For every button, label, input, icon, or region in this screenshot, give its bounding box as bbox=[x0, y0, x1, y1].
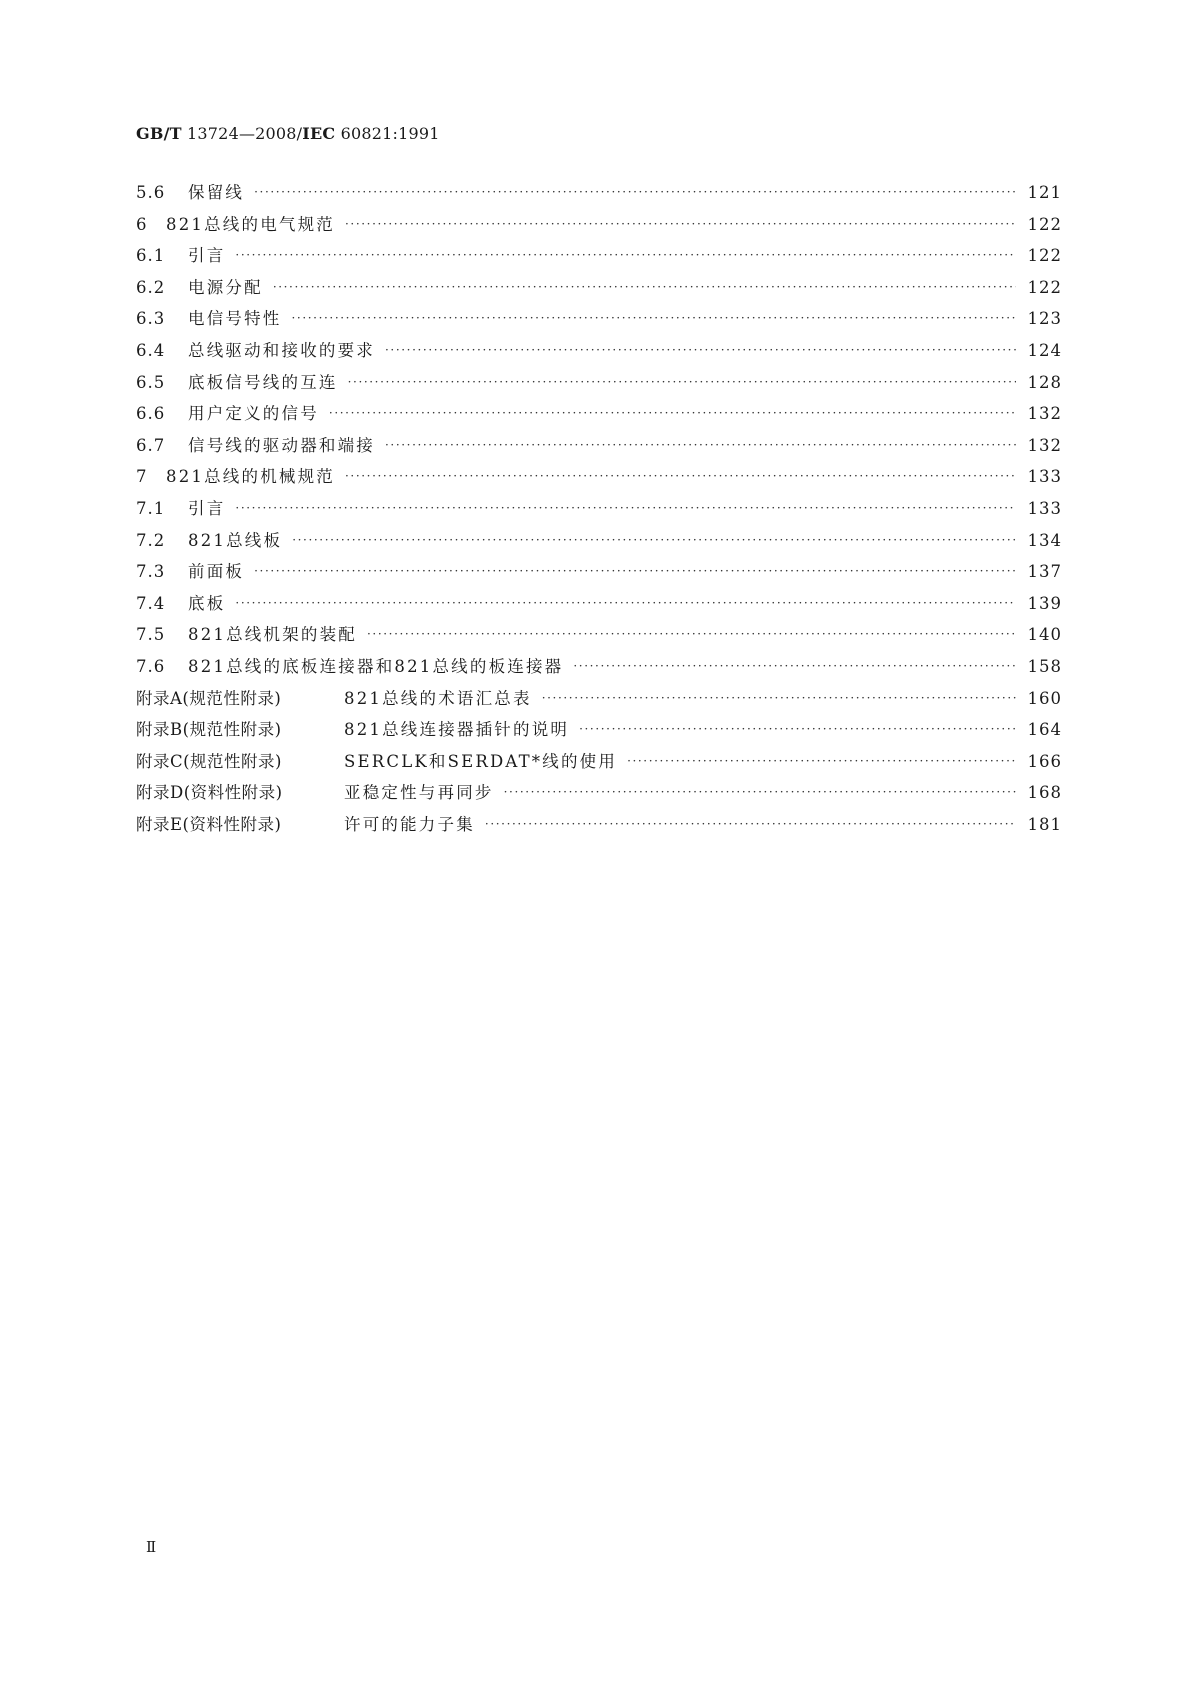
table-of-contents bbox=[136, 179, 1062, 842]
toc-dot-leader bbox=[542, 692, 1016, 704]
toc-entry-page: 122 bbox=[1027, 214, 1062, 234]
toc-entry-title: 信号线的驱动器和端接 bbox=[188, 435, 375, 455]
page-number: Ⅱ bbox=[146, 1538, 157, 1556]
toc-entry-number: 7.4 bbox=[136, 593, 166, 613]
toc-entry-number: 6.2 bbox=[136, 277, 166, 297]
toc-entry-title: 引言 bbox=[188, 498, 226, 518]
toc-entry-number: 6.6 bbox=[136, 404, 166, 424]
toc-entry-page: 123 bbox=[1027, 309, 1062, 329]
toc-entry-page: 137 bbox=[1027, 562, 1062, 582]
toc-entry[interactable] bbox=[136, 274, 1062, 306]
toc-entry[interactable] bbox=[136, 716, 1062, 748]
toc-entry-title: 引言 bbox=[188, 246, 226, 266]
toc-entry-title: 821总线的电气规范 bbox=[166, 214, 335, 234]
toc-entry-title: 821总线的术语汇总表 bbox=[344, 688, 532, 708]
toc-entry-page: 140 bbox=[1027, 625, 1062, 645]
toc-dot-leader bbox=[235, 502, 1016, 514]
toc-entry[interactable] bbox=[136, 211, 1062, 243]
toc-entry-page: 134 bbox=[1027, 530, 1062, 550]
toc-entry-page: 121 bbox=[1027, 183, 1062, 202]
toc-entry[interactable] bbox=[136, 305, 1062, 337]
toc-entry-title: 许可的能力子集 bbox=[344, 814, 475, 834]
toc-entry-title: 821总线板 bbox=[188, 530, 283, 550]
toc-entry-number: 附录E(资料性附录) bbox=[136, 814, 282, 834]
toc-entry-title: 821总线连接器插针的说明 bbox=[344, 720, 570, 740]
toc-dot-leader bbox=[385, 344, 1016, 356]
toc-dot-leader bbox=[573, 660, 1016, 672]
toc-dot-leader bbox=[329, 407, 1016, 419]
toc-entry-page: 132 bbox=[1027, 435, 1062, 455]
toc-entry-number: 5.6 bbox=[136, 183, 166, 202]
toc-entry-page: 139 bbox=[1027, 593, 1062, 613]
toc-entry[interactable] bbox=[136, 432, 1062, 464]
toc-entry-number: 7.3 bbox=[136, 562, 166, 582]
toc-entry-number: 7.2 bbox=[136, 530, 166, 550]
toc-dot-leader bbox=[292, 312, 1017, 324]
toc-entry[interactable] bbox=[136, 337, 1062, 369]
toc-entry-number: 6.7 bbox=[136, 435, 166, 455]
toc-dot-leader bbox=[627, 755, 1016, 767]
toc-dot-leader bbox=[385, 439, 1016, 451]
toc-entry-page: 133 bbox=[1027, 467, 1062, 487]
toc-dot-leader bbox=[235, 597, 1016, 609]
toc-dot-leader bbox=[273, 281, 1016, 293]
toc-entry-title: 电源分配 bbox=[188, 277, 263, 297]
toc-entry-title: 保留线 bbox=[188, 183, 245, 202]
toc-entry[interactable] bbox=[136, 527, 1062, 559]
toc-entry-page: 128 bbox=[1027, 372, 1062, 392]
header-iec: IEC bbox=[302, 124, 336, 143]
toc-entry-title: 总线驱动和接收的要求 bbox=[188, 340, 375, 360]
toc-entry-page: 122 bbox=[1027, 246, 1062, 266]
toc-entry-number: 附录A(规范性附录) bbox=[136, 688, 282, 708]
toc-entry-number: 7 bbox=[136, 467, 148, 487]
toc-entry-title: 用户定义的信号 bbox=[188, 404, 319, 424]
toc-entry-page: 164 bbox=[1027, 720, 1062, 740]
toc-entry-title: SERCLK和SERDAT*线的使用 bbox=[344, 751, 618, 771]
toc-entry-title: 821总线机架的装配 bbox=[188, 625, 357, 645]
toc-entry-number: 7.1 bbox=[136, 498, 166, 518]
toc-entry-page: 122 bbox=[1027, 277, 1062, 297]
toc-entry[interactable] bbox=[136, 653, 1062, 685]
toc-entry-number: 7.6 bbox=[136, 656, 166, 676]
toc-entry-number: 6.3 bbox=[136, 309, 166, 329]
toc-dot-leader bbox=[345, 218, 1016, 230]
header-std-number: 13724—2008/ bbox=[187, 124, 303, 143]
toc-entry-number: 6.4 bbox=[136, 340, 166, 360]
toc-entry-page: 181 bbox=[1027, 814, 1062, 834]
toc-entry-number: 6 bbox=[136, 214, 148, 234]
toc-entry-number: 附录C(规范性附录) bbox=[136, 751, 282, 771]
toc-entry[interactable] bbox=[136, 590, 1062, 622]
toc-entry[interactable] bbox=[136, 463, 1062, 495]
toc-dot-leader bbox=[292, 534, 1016, 546]
toc-entry[interactable] bbox=[136, 179, 1062, 211]
toc-entry[interactable] bbox=[136, 811, 1062, 843]
toc-entry[interactable] bbox=[136, 400, 1062, 432]
toc-entry[interactable] bbox=[136, 779, 1062, 811]
toc-dot-leader bbox=[367, 628, 1016, 640]
toc-dot-leader bbox=[485, 818, 1016, 830]
header-iec-number: 60821:1991 bbox=[340, 124, 440, 143]
toc-entry[interactable] bbox=[136, 558, 1062, 590]
toc-entry[interactable] bbox=[136, 685, 1062, 717]
toc-entry-number: 附录D(资料性附录) bbox=[136, 783, 283, 803]
toc-entry-title: 前面板 bbox=[188, 562, 245, 582]
toc-entry-number: 6.5 bbox=[136, 372, 166, 392]
toc-entry-title: 亚稳定性与再同步 bbox=[344, 783, 494, 803]
toc-entry-page: 160 bbox=[1027, 688, 1062, 708]
toc-entry[interactable] bbox=[136, 369, 1062, 401]
page-header bbox=[136, 124, 440, 143]
toc-entry-title: 821总线的底板连接器和821总线的板连接器 bbox=[188, 656, 564, 676]
toc-entry-title: 底板 bbox=[188, 593, 226, 613]
toc-entry[interactable] bbox=[136, 495, 1062, 527]
toc-entry[interactable] bbox=[136, 242, 1062, 274]
toc-entry-title: 底板信号线的互连 bbox=[188, 372, 338, 392]
toc-entry[interactable] bbox=[136, 748, 1062, 780]
toc-dot-leader bbox=[254, 186, 1016, 198]
toc-entry-number: 6.1 bbox=[136, 246, 166, 266]
toc-entry-page: 133 bbox=[1027, 498, 1062, 518]
toc-dot-leader bbox=[345, 470, 1016, 482]
toc-dot-leader bbox=[579, 723, 1016, 735]
toc-entry-page: 158 bbox=[1027, 656, 1062, 676]
toc-dot-leader bbox=[254, 565, 1016, 577]
toc-entry[interactable] bbox=[136, 621, 1062, 653]
toc-entry-number: 附录B(规范性附录) bbox=[136, 720, 282, 740]
toc-entry-page: 132 bbox=[1027, 404, 1062, 424]
toc-dot-leader bbox=[348, 376, 1016, 388]
toc-entry-title: 821总线的机械规范 bbox=[166, 467, 335, 487]
toc-entry-page: 124 bbox=[1027, 340, 1062, 360]
toc-dot-leader bbox=[504, 786, 1016, 798]
toc-entry-page: 168 bbox=[1027, 783, 1062, 803]
toc-entry-number: 7.5 bbox=[136, 625, 166, 645]
toc-dot-leader bbox=[235, 249, 1016, 261]
toc-entry-page: 166 bbox=[1027, 751, 1062, 771]
header-gb: GB/T bbox=[136, 124, 182, 143]
toc-entry-title: 电信号特性 bbox=[188, 309, 282, 329]
